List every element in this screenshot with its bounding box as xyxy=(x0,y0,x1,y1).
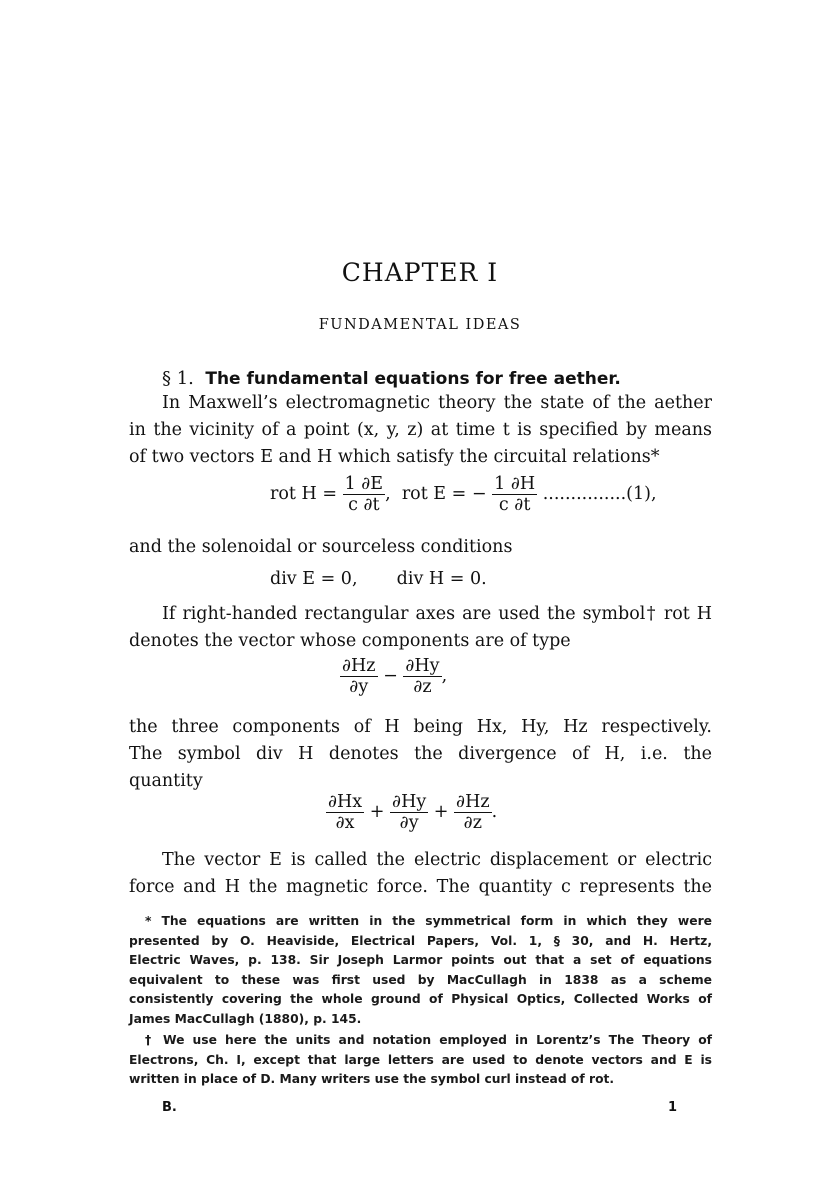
paragraph-2: and the solenoidal or sourceless conditions xyxy=(129,537,513,557)
footnote-1-line-4: equivalent to these was first used by MacCullagh in 1838 as a scheme xyxy=(129,972,712,987)
paragraph-4-line-2: The symbol div H denotes the divergence of H, i.e. the xyxy=(129,744,712,764)
paragraph-5-line-2: force and H the magnetic force. The quantity c represents the xyxy=(129,877,712,897)
footnote-1-line-6: James MacCullagh (1880), p. 145. xyxy=(129,1011,362,1026)
section-number: § 1. xyxy=(162,368,194,389)
footnote-1-line-2: presented by O. Heaviside, Electrical Papers, Vol. 1, § 30, and H. Hertz, xyxy=(129,933,712,948)
eq4-fraction-2 xyxy=(390,792,428,833)
footnote-2 xyxy=(129,1031,712,1090)
eq3-end: , xyxy=(441,666,448,686)
paragraph-3-line-1: If right-handed rectangular axes are used the symbol† rot H xyxy=(162,604,712,624)
section-title: The fundamental equations for free aether. xyxy=(205,369,621,389)
footnote-2-line-2: Electrons, Ch. I, except that large letters are used to denote vectors and E is xyxy=(129,1052,712,1067)
chapter-subtitle: FUNDAMENTAL IDEAS xyxy=(318,317,522,333)
eq4-d3: ∂z xyxy=(463,813,482,833)
footnote-1-line-3: Electric Waves, p. 138. Sir Joseph Larmor points out that a set of equations xyxy=(129,953,712,967)
eq2-left: div E = 0, xyxy=(270,569,358,589)
eq1-tag: ...............(1), xyxy=(542,484,657,504)
paragraph-5-line-1: The vector E is called the electric displacement or electric xyxy=(162,850,712,870)
eq1-lhs2: rot E = − xyxy=(401,484,487,504)
eq4-end: . xyxy=(491,802,498,822)
eq3-op: − xyxy=(383,666,398,686)
equation-1 xyxy=(270,474,657,515)
eq4-n3: ∂Hz xyxy=(456,792,490,812)
paragraph-1-line-1: In Maxwell’s electromagnetic theory the state of the aether xyxy=(162,393,712,413)
eq3-d2: ∂z xyxy=(413,677,432,697)
eq4-op-1: + xyxy=(369,802,385,822)
eq4-fraction-3 xyxy=(454,792,492,833)
eq1-num1: 1 ∂E xyxy=(344,474,384,494)
footnote-1 xyxy=(129,912,712,1029)
paragraph-1-line-2: in the vicinity of a point (x, y, z) at time t is specified by means xyxy=(129,420,712,440)
signature-mark: B. xyxy=(162,1100,177,1115)
footnote-1-line-5: consistently covering the whole ground of Physical Optics, Collected Works of xyxy=(129,992,712,1006)
eq4-fraction-1 xyxy=(326,792,364,833)
paragraph-3-line-2: denotes the vector whose components are of type xyxy=(129,631,571,651)
eq3-fraction-2 xyxy=(403,656,441,697)
paragraph-4-line-3: quantity xyxy=(129,771,203,791)
eq3-d1: ∂y xyxy=(349,677,369,697)
equation-4 xyxy=(326,792,497,833)
eq4-n2: ∂Hy xyxy=(392,792,427,812)
equation-2 xyxy=(270,569,487,589)
eq1-fraction-2 xyxy=(492,474,537,515)
eq1-lhs1: rot H = xyxy=(270,484,337,504)
paragraph-1-line-3: of two vectors E and H which satisfy the circuital relations* xyxy=(129,447,660,467)
footnote-2-line-3: written in place of D. Many writers use the symbol curl instead of rot. xyxy=(129,1072,615,1086)
section-heading xyxy=(162,368,621,389)
eq2-right: div H = 0. xyxy=(396,569,487,589)
eq1-den2: c ∂t xyxy=(498,495,531,515)
eq3-fraction-1 xyxy=(340,656,378,697)
eq4-d1: ∂x xyxy=(335,813,355,833)
eq4-n1: ∂Hx xyxy=(328,792,363,812)
paragraph-4-line-1: the three components of H being Hx, Hy, Hz respectively. xyxy=(129,717,712,737)
footnote-2-line-1: † We use here the units and notation employed in Lorentz’s The Theory of xyxy=(145,1033,712,1047)
footnote-1-line-1: * The equations are written in the symmetrical form in which they were xyxy=(145,914,712,928)
eq1-sep: , xyxy=(385,484,391,504)
eq1-num2: 1 ∂H xyxy=(494,474,536,494)
eq4-d2: ∂y xyxy=(399,813,419,833)
page-number: 1 xyxy=(668,1100,678,1115)
chapter-heading: CHAPTER I xyxy=(341,258,499,287)
eq1-fraction-1 xyxy=(343,474,386,515)
equation-3 xyxy=(340,656,447,697)
eq1-den1: c ∂t xyxy=(348,495,380,515)
eq4-op-2: + xyxy=(433,802,449,822)
eq3-n2: ∂Hy xyxy=(405,656,440,676)
eq3-n1: ∂Hz xyxy=(342,656,376,676)
